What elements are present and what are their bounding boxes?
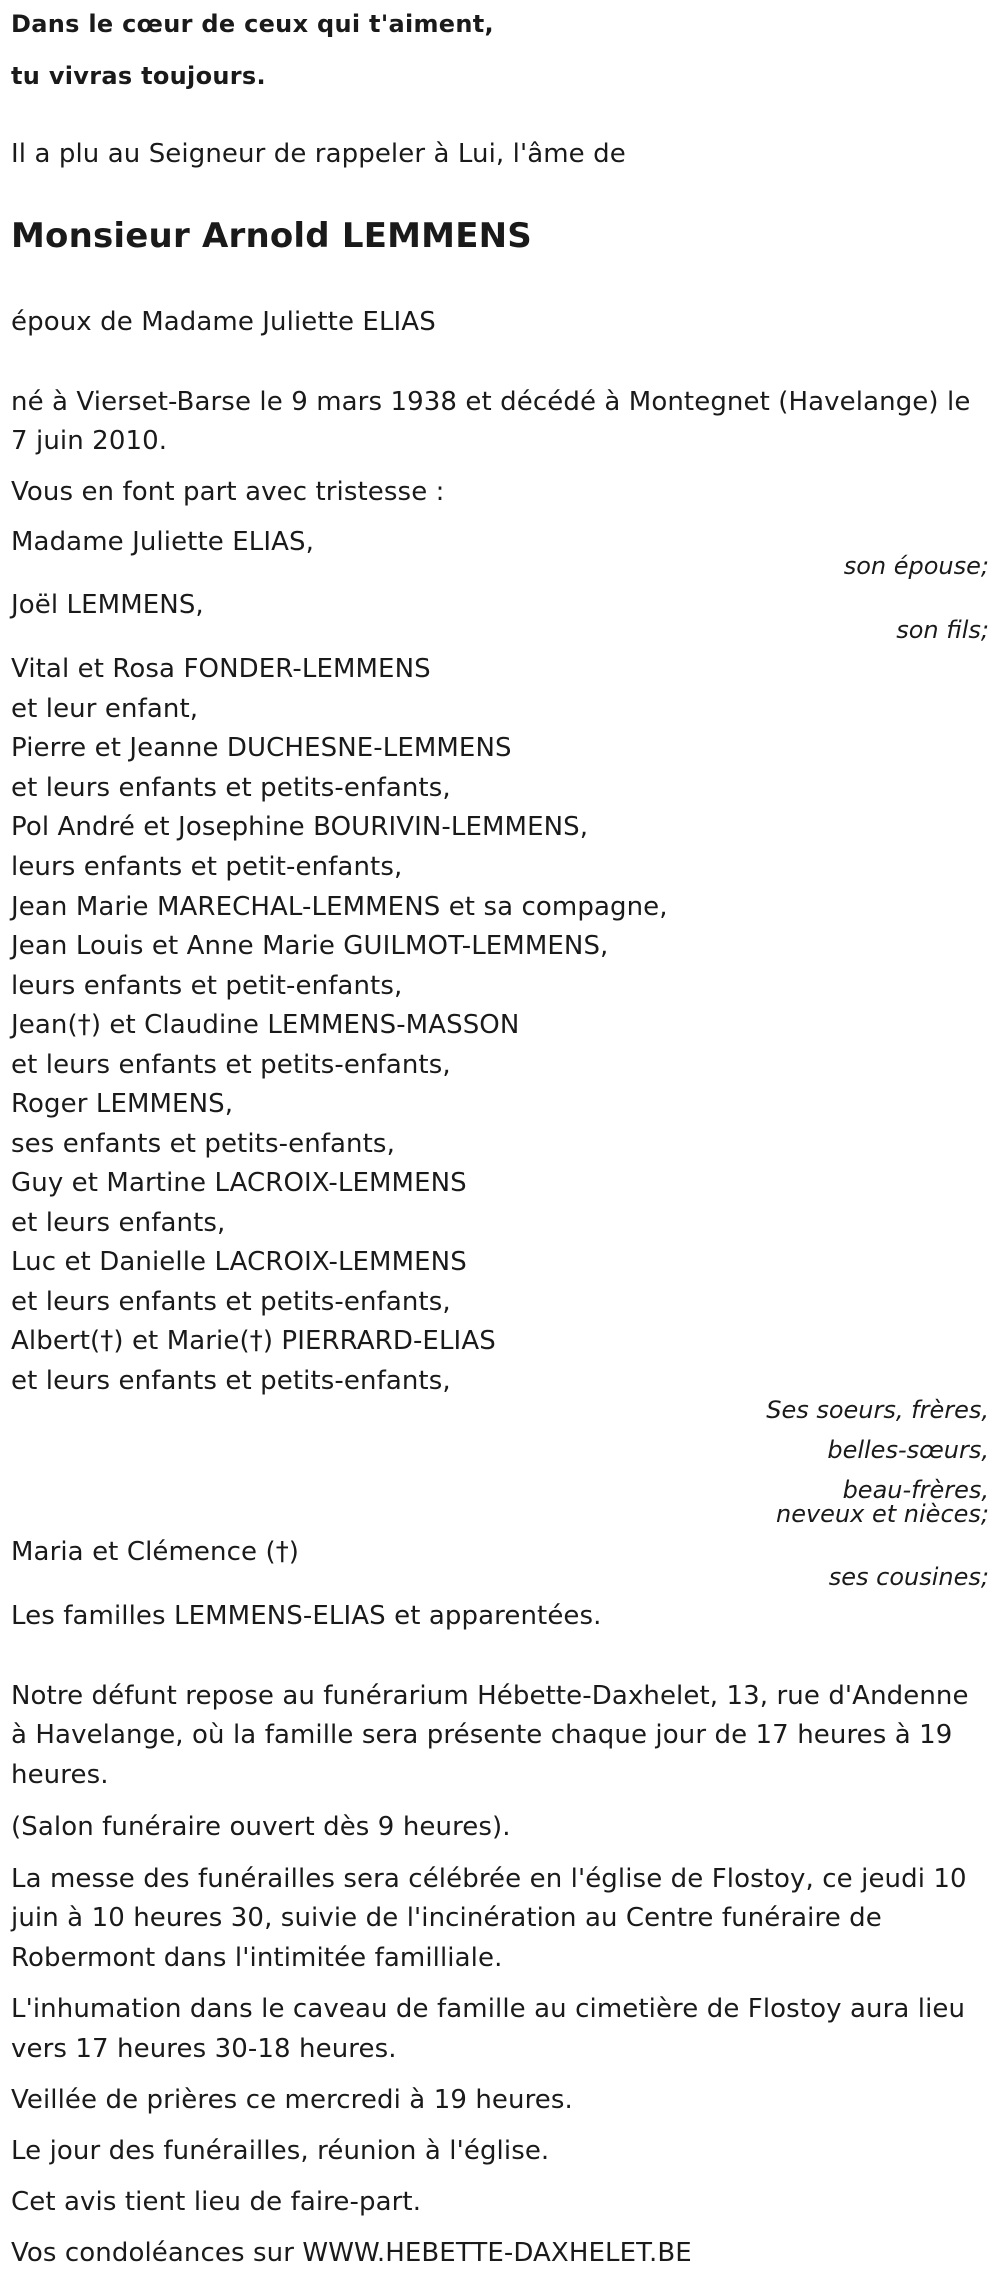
- deceased-name: Monsieur Arnold LEMMENS: [11, 216, 532, 256]
- cousins-name: Maria et Clémence (†): [11, 1537, 300, 1567]
- family-line: Luc et Danielle LACROIX-LEMMENS: [11, 1247, 467, 1277]
- birth-death-line: né à Vierset-Barse le 9 mars 1938 et décédé à Montegnet (Havelange) le: [11, 387, 971, 417]
- meeting-line: Le jour des funérailles, réunion à l'église.: [11, 2136, 550, 2166]
- condolences-line: Vos condoléances sur WWW.HEBETTE-DAXHELET.BE: [11, 2238, 692, 2268]
- burial-line: L'inhumation dans le caveau de famille au cimetière de Flostoy aura lieu: [11, 1994, 966, 2024]
- family-line: Jean(†) et Claudine LEMMENS-MASSON: [11, 1010, 520, 1040]
- siblings-role: belles-sœurs,: [827, 1436, 989, 1464]
- families-line: Les familles LEMMENS-ELIAS et apparentées.: [11, 1601, 602, 1631]
- mass-line: La messe des funérailles sera célébrée en l'église de Flostoy, ce jeudi 10: [11, 1864, 967, 1894]
- notice-line: Cet avis tient lieu de faire-part.: [11, 2187, 422, 2217]
- spouse-line: époux de Madame Juliette ELIAS: [11, 307, 436, 337]
- family-line: Pol André et Josephine BOURIVIN-LEMMENS,: [11, 812, 589, 842]
- birth-death-line: 7 juin 2010.: [11, 426, 168, 456]
- funeral-home-line: à Havelange, où la famille sera présente chaque jour de 17 heures à 19: [11, 1720, 953, 1750]
- family-line: et leurs enfants et petits-enfants,: [11, 1366, 451, 1396]
- family-line: et leur enfant,: [11, 694, 199, 724]
- family-line: Albert(†) et Marie(†) PIERRARD-ELIAS: [11, 1326, 496, 1356]
- family-line: et leurs enfants,: [11, 1208, 226, 1238]
- family-line: Jean Marie MARECHAL-LEMMENS et sa compagne,: [11, 892, 668, 922]
- announce-text: Vous en font part avec tristesse :: [11, 477, 445, 507]
- salon-hours: (Salon funéraire ouvert dès 9 heures).: [11, 1812, 511, 1842]
- siblings-role: neveux et nièces;: [776, 1500, 989, 1528]
- family-line: Roger LEMMENS,: [11, 1089, 234, 1119]
- family-line: et leurs enfants et petits-enfants,: [11, 1287, 451, 1317]
- family-line: Pierre et Jeanne DUCHESNE-LEMMENS: [11, 733, 512, 763]
- vigil-line: Veillée de prières ce mercredi à 19 heures.: [11, 2085, 573, 2115]
- family-line: et leurs enfants et petits-enfants,: [11, 1050, 451, 1080]
- epigraph-line: tu vivras toujours.: [11, 62, 266, 90]
- mass-line: Robermont dans l'intimitée familliale.: [11, 1943, 503, 1973]
- funeral-home-line: Notre défunt repose au funérarium Hébette-Daxhelet, 13, rue d'Andenne: [11, 1681, 969, 1711]
- wife-role: son épouse;: [843, 552, 989, 580]
- family-line: Vital et Rosa FONDER-LEMMENS: [11, 654, 431, 684]
- mass-line: juin à 10 heures 30, suivie de l'incinération au Centre funéraire de: [11, 1903, 882, 1933]
- family-line: et leurs enfants et petits-enfants,: [11, 773, 451, 803]
- family-line: leurs enfants et petit-enfants,: [11, 852, 403, 882]
- intro-text: Il a plu au Seigneur de rappeler à Lui, l'âme de: [11, 139, 626, 169]
- son-role: son fils;: [896, 616, 989, 644]
- burial-line: vers 17 heures 30-18 heures.: [11, 2034, 397, 2064]
- epigraph-line: Dans le cœur de ceux qui t'aiment,: [11, 10, 494, 38]
- siblings-role: beau-frères,: [842, 1476, 989, 1504]
- funeral-home-line: heures.: [11, 1760, 109, 1790]
- wife-name: Madame Juliette ELIAS,: [11, 527, 314, 557]
- cousins-role: ses cousines;: [828, 1563, 989, 1591]
- family-line: Jean Louis et Anne Marie GUILMOT-LEMMENS,: [11, 931, 609, 961]
- son-name: Joël LEMMENS,: [11, 590, 204, 620]
- family-line: leurs enfants et petit-enfants,: [11, 971, 403, 1001]
- family-line: Guy et Martine LACROIX-LEMMENS: [11, 1168, 467, 1198]
- family-line: ses enfants et petits-enfants,: [11, 1129, 395, 1159]
- siblings-role: Ses soeurs, frères,: [766, 1396, 989, 1424]
